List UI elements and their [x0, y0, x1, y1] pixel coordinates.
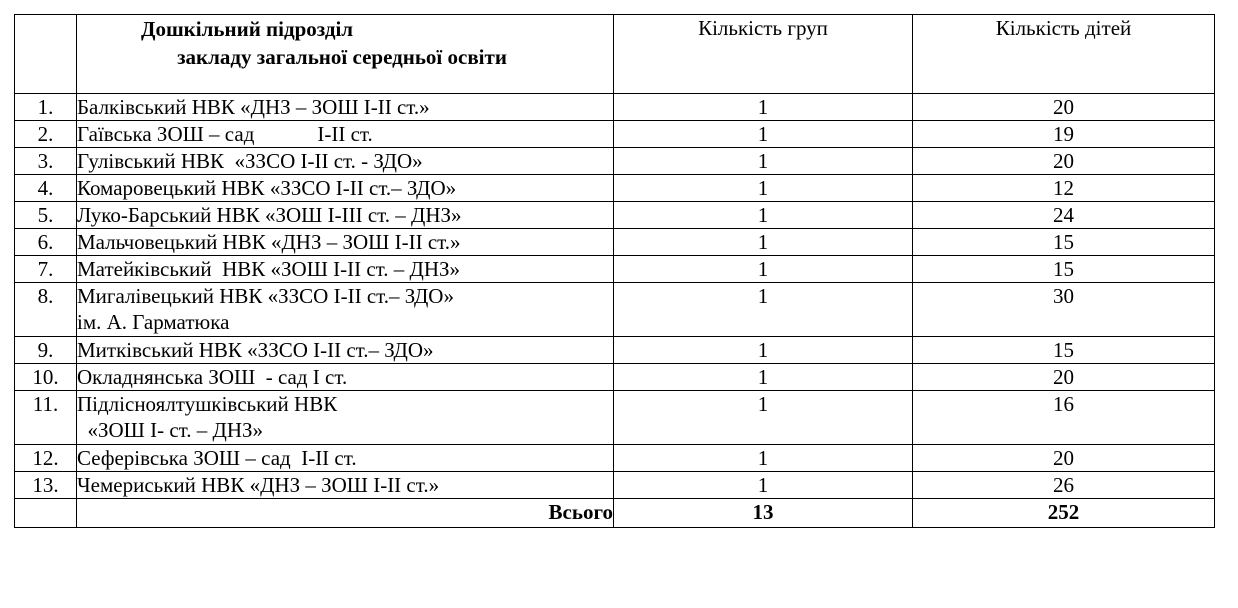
row-children: 20	[913, 364, 1215, 391]
row-number: 10.	[15, 364, 77, 391]
row-children: 15	[913, 337, 1215, 364]
header-unit-name-line2: закладу загальної середньої освіти	[177, 45, 507, 69]
total-groups: 13	[614, 499, 913, 528]
table-row	[15, 337, 1215, 364]
row-unit-name	[77, 94, 614, 121]
row-number: 12.	[15, 445, 77, 472]
table-row	[15, 256, 1215, 283]
table-row	[15, 148, 1215, 175]
row-unit-name-line: Мальчовецький НВК «ДНЗ – ЗОШ І-ІІ ст.»	[77, 230, 461, 254]
row-unit-name	[77, 283, 614, 337]
row-unit-name-line: Матейківський НВК «ЗОШ І-ІІ ст. – ДНЗ»	[77, 257, 461, 281]
header-number	[15, 15, 77, 94]
row-groups: 1	[614, 283, 913, 337]
table-row	[15, 175, 1215, 202]
row-unit-name-line: Гулівський НВК «ЗЗСО І-ІІ ст. - ЗДО»	[77, 149, 423, 173]
row-unit-name	[77, 229, 614, 256]
row-unit-name	[77, 175, 614, 202]
table-row	[15, 283, 1215, 337]
row-unit-name-line: «ЗОШ І- ст. – ДНЗ»	[77, 418, 264, 442]
row-children: 12	[913, 175, 1215, 202]
row-groups: 1	[614, 391, 913, 445]
row-number: 6.	[15, 229, 77, 256]
row-unit-name-line: Гаївська ЗОШ – сад І-ІІ ст.	[77, 122, 373, 146]
header-groups: Кількість груп	[614, 15, 913, 94]
row-children: 15	[913, 229, 1215, 256]
table-row	[15, 202, 1215, 229]
row-groups: 1	[614, 148, 913, 175]
row-unit-name-line: Підлісноялтушківський НВК	[77, 392, 338, 416]
row-children: 20	[913, 445, 1215, 472]
row-unit-name-line: Чемериський НВК «ДНЗ – ЗОШ І-ІІ ст.»	[77, 473, 440, 497]
table-header-row	[15, 15, 1215, 94]
row-groups: 1	[614, 472, 913, 499]
row-unit-name-line: Окладнянська ЗОШ - сад І ст.	[77, 365, 348, 389]
total-children: 252	[913, 499, 1215, 528]
table-row	[15, 472, 1215, 499]
table-row	[15, 391, 1215, 445]
row-children: 16	[913, 391, 1215, 445]
row-groups: 1	[614, 364, 913, 391]
total-empty-cell	[15, 499, 77, 528]
row-children: 24	[913, 202, 1215, 229]
row-unit-name-line: Сеферівська ЗОШ – сад І-ІІ ст.	[77, 446, 357, 470]
table-row	[15, 94, 1215, 121]
row-groups: 1	[614, 175, 913, 202]
row-children: 26	[913, 472, 1215, 499]
table-row	[15, 364, 1215, 391]
row-children: 20	[913, 94, 1215, 121]
row-number: 2.	[15, 121, 77, 148]
row-number: 13.	[15, 472, 77, 499]
row-number: 7.	[15, 256, 77, 283]
row-unit-name	[77, 256, 614, 283]
row-groups: 1	[614, 445, 913, 472]
row-unit-name-line: Митківський НВК «ЗЗСО І-ІІ ст.– ЗДО»	[77, 338, 434, 362]
row-children: 30	[913, 283, 1215, 337]
total-label: Всього	[77, 499, 614, 528]
row-number: 8.	[15, 283, 77, 337]
row-unit-name	[77, 364, 614, 391]
row-unit-name	[77, 148, 614, 175]
row-unit-name	[77, 391, 614, 445]
row-unit-name	[77, 472, 614, 499]
row-groups: 1	[614, 121, 913, 148]
row-groups: 1	[614, 202, 913, 229]
row-unit-name	[77, 445, 614, 472]
row-groups: 1	[614, 256, 913, 283]
row-children: 15	[913, 256, 1215, 283]
row-number: 5.	[15, 202, 77, 229]
row-unit-name	[77, 202, 614, 229]
row-unit-name-line: Луко-Барський НВК «ЗОШ І-ІІІ ст. – ДНЗ»	[77, 203, 462, 227]
row-unit-name-line: Балківський НВК «ДНЗ – ЗОШ І-ІІ ст.»	[77, 95, 430, 119]
row-groups: 1	[614, 337, 913, 364]
row-unit-name-line: ім. А. Гарматюка	[77, 310, 230, 334]
row-number: 1.	[15, 94, 77, 121]
total-row	[15, 499, 1215, 528]
header-children: Кількість дітей	[913, 15, 1215, 94]
row-unit-name	[77, 337, 614, 364]
table-row	[15, 121, 1215, 148]
row-children: 20	[913, 148, 1215, 175]
row-children: 19	[913, 121, 1215, 148]
table-row	[15, 445, 1215, 472]
row-number: 9.	[15, 337, 77, 364]
row-number: 4.	[15, 175, 77, 202]
preschool-units-table	[14, 14, 1215, 528]
row-groups: 1	[614, 94, 913, 121]
row-number: 11.	[15, 391, 77, 445]
row-unit-name-line: Мигалівецький НВК «ЗЗСО І-ІІ ст.– ЗДО»	[77, 284, 454, 308]
row-groups: 1	[614, 229, 913, 256]
row-unit-name	[77, 121, 614, 148]
row-unit-name-line: Комаровецький НВК «ЗЗСО І-ІІ ст.– ЗДО»	[77, 176, 457, 200]
table-row	[15, 229, 1215, 256]
header-unit-name-line1: Дошкільний підрозділ	[141, 17, 354, 41]
header-unit-name	[77, 15, 614, 94]
row-number: 3.	[15, 148, 77, 175]
